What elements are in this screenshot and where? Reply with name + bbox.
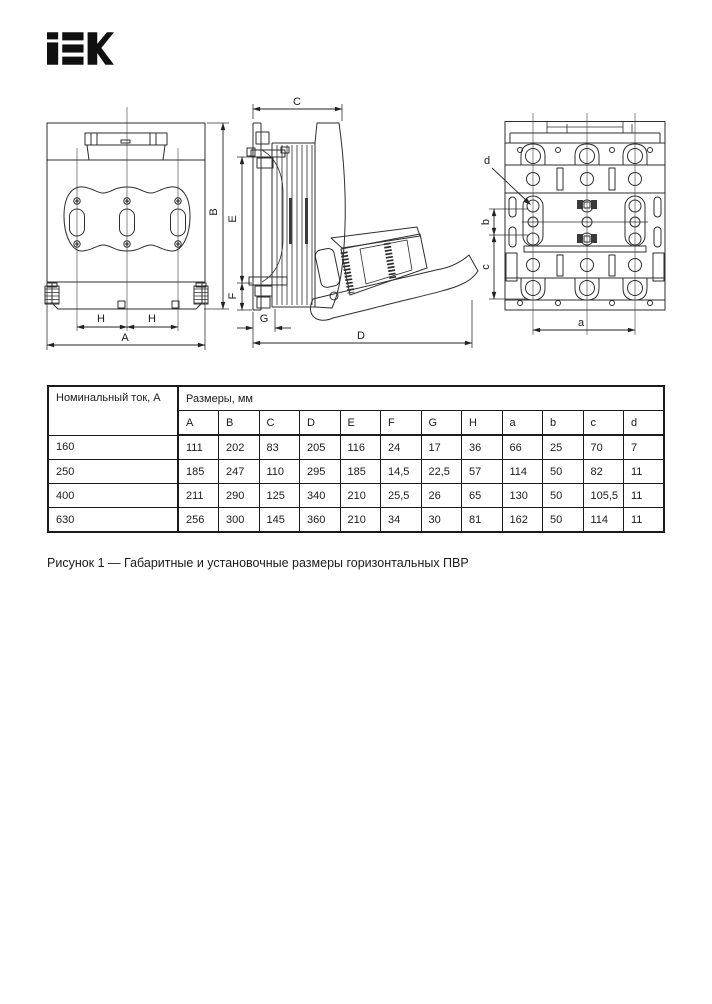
size-value-cell: 70 bbox=[583, 435, 624, 460]
side-view-drawing bbox=[227, 96, 478, 348]
current-value-cell: 250 bbox=[48, 460, 178, 484]
dim-column-header: E bbox=[340, 411, 381, 436]
dim-b-label: b bbox=[480, 218, 492, 226]
size-value-cell: 34 bbox=[381, 508, 422, 533]
size-value-cell: 111 bbox=[178, 435, 219, 460]
dim-H2-label: H bbox=[148, 313, 156, 325]
dim-E-label: E bbox=[227, 215, 239, 223]
size-value-cell: 210 bbox=[340, 508, 381, 533]
size-value-cell: 105,5 bbox=[583, 484, 624, 508]
size-value-cell: 211 bbox=[178, 484, 219, 508]
dim-column-header: a bbox=[502, 411, 543, 436]
size-value-cell: 7 bbox=[624, 435, 665, 460]
dim-d-leader bbox=[492, 168, 528, 202]
size-value-cell: 340 bbox=[300, 484, 341, 508]
front-dimensions bbox=[47, 123, 229, 350]
size-value-cell: 162 bbox=[502, 508, 543, 533]
size-value-cell: 185 bbox=[178, 460, 219, 484]
dim-column-header: D bbox=[300, 411, 341, 436]
dimension-drawings bbox=[0, 0, 712, 375]
cover bbox=[315, 123, 345, 308]
dim-column-header: d bbox=[624, 411, 665, 436]
dim-A-label: A bbox=[121, 332, 129, 344]
screws bbox=[74, 198, 181, 247]
size-value-cell: 300 bbox=[219, 508, 260, 533]
current-value-cell: 400 bbox=[48, 484, 178, 508]
size-value-cell: 247 bbox=[219, 460, 260, 484]
size-value-cell: 36 bbox=[462, 435, 503, 460]
table-row bbox=[48, 435, 664, 460]
side-dimensions bbox=[227, 96, 472, 348]
size-value-cell: 82 bbox=[583, 460, 624, 484]
size-value-cell: 11 bbox=[624, 460, 665, 484]
size-value-cell: 290 bbox=[219, 484, 260, 508]
dim-D-label: D bbox=[357, 330, 365, 342]
dim-column-header: H bbox=[462, 411, 503, 436]
removed-handle bbox=[310, 227, 478, 320]
dim-column-header: b bbox=[543, 411, 584, 436]
dim-column-header: F bbox=[381, 411, 422, 436]
current-header-cell: Номинальный ток, А bbox=[48, 386, 178, 435]
dim-column-header: A bbox=[178, 411, 219, 436]
front-centerlines bbox=[77, 107, 178, 331]
size-value-cell: 50 bbox=[543, 484, 584, 508]
size-value-cell: 50 bbox=[543, 460, 584, 484]
size-value-cell: 202 bbox=[219, 435, 260, 460]
table-header-row-1 bbox=[48, 386, 664, 411]
dim-column-header: C bbox=[259, 411, 300, 436]
size-value-cell: 81 bbox=[462, 508, 503, 533]
figure-caption: Рисунок 1 — Габаритные и установочные размеры горизонтальных ПВР bbox=[47, 556, 469, 570]
size-value-cell: 25,5 bbox=[381, 484, 422, 508]
fin-block bbox=[272, 143, 315, 307]
size-value-cell: 185 bbox=[340, 460, 381, 484]
size-value-cell: 11 bbox=[624, 484, 665, 508]
size-value-cell: 50 bbox=[543, 508, 584, 533]
size-value-cell: 24 bbox=[381, 435, 422, 460]
side-body bbox=[247, 123, 478, 320]
cover-latch bbox=[314, 247, 340, 288]
size-value-cell: 83 bbox=[259, 435, 300, 460]
dim-column-header: c bbox=[583, 411, 624, 436]
dim-d-label: d bbox=[483, 155, 491, 167]
current-value-cell: 630 bbox=[48, 508, 178, 533]
size-value-cell: 14,5 bbox=[381, 460, 422, 484]
dim-B-label: B bbox=[208, 208, 220, 216]
sizes-header-cell: Размеры, мм bbox=[178, 386, 664, 411]
dim-a-label: a bbox=[577, 317, 585, 329]
rear-body bbox=[505, 122, 665, 311]
front-view-drawing bbox=[45, 107, 229, 350]
size-value-cell: 295 bbox=[300, 460, 341, 484]
size-value-cell: 125 bbox=[259, 484, 300, 508]
right-clamp bbox=[194, 283, 208, 304]
size-value-cell: 210 bbox=[340, 484, 381, 508]
dimensions-table bbox=[47, 385, 665, 533]
size-table-body bbox=[48, 435, 664, 532]
size-value-cell: 65 bbox=[462, 484, 503, 508]
size-value-cell: 30 bbox=[421, 508, 462, 533]
size-value-cell: 145 bbox=[259, 508, 300, 533]
table-row bbox=[48, 460, 664, 484]
rear-centerlines bbox=[533, 113, 635, 335]
dim-C-label: C bbox=[293, 96, 301, 108]
size-value-cell: 66 bbox=[502, 435, 543, 460]
size-value-cell: 360 bbox=[300, 508, 341, 533]
dim-H1-label: H bbox=[97, 313, 105, 325]
size-value-cell: 205 bbox=[300, 435, 341, 460]
dim-G-label: G bbox=[259, 313, 269, 325]
size-value-cell: 110 bbox=[259, 460, 300, 484]
size-value-cell: 17 bbox=[421, 435, 462, 460]
size-value-cell: 57 bbox=[462, 460, 503, 484]
size-value-cell: 256 bbox=[178, 508, 219, 533]
table-row bbox=[48, 484, 664, 508]
dim-c-label: c bbox=[480, 264, 492, 270]
dim-column-header: G bbox=[421, 411, 462, 436]
size-value-cell: 116 bbox=[340, 435, 381, 460]
size-value-cell: 22,5 bbox=[421, 460, 462, 484]
front-body bbox=[45, 123, 208, 309]
size-value-cell: 11 bbox=[624, 508, 665, 533]
size-value-cell: 114 bbox=[583, 508, 624, 533]
rear-view-drawing bbox=[480, 113, 665, 335]
dim-F-label: F bbox=[227, 292, 239, 300]
size-value-cell: 114 bbox=[502, 460, 543, 484]
table-row bbox=[48, 508, 664, 533]
bottom-terminal bbox=[249, 277, 287, 308]
size-value-cell: 130 bbox=[502, 484, 543, 508]
dim-column-header: B bbox=[219, 411, 260, 436]
size-value-cell: 26 bbox=[421, 484, 462, 508]
current-value-cell: 160 bbox=[48, 435, 178, 460]
size-value-cell: 25 bbox=[543, 435, 584, 460]
